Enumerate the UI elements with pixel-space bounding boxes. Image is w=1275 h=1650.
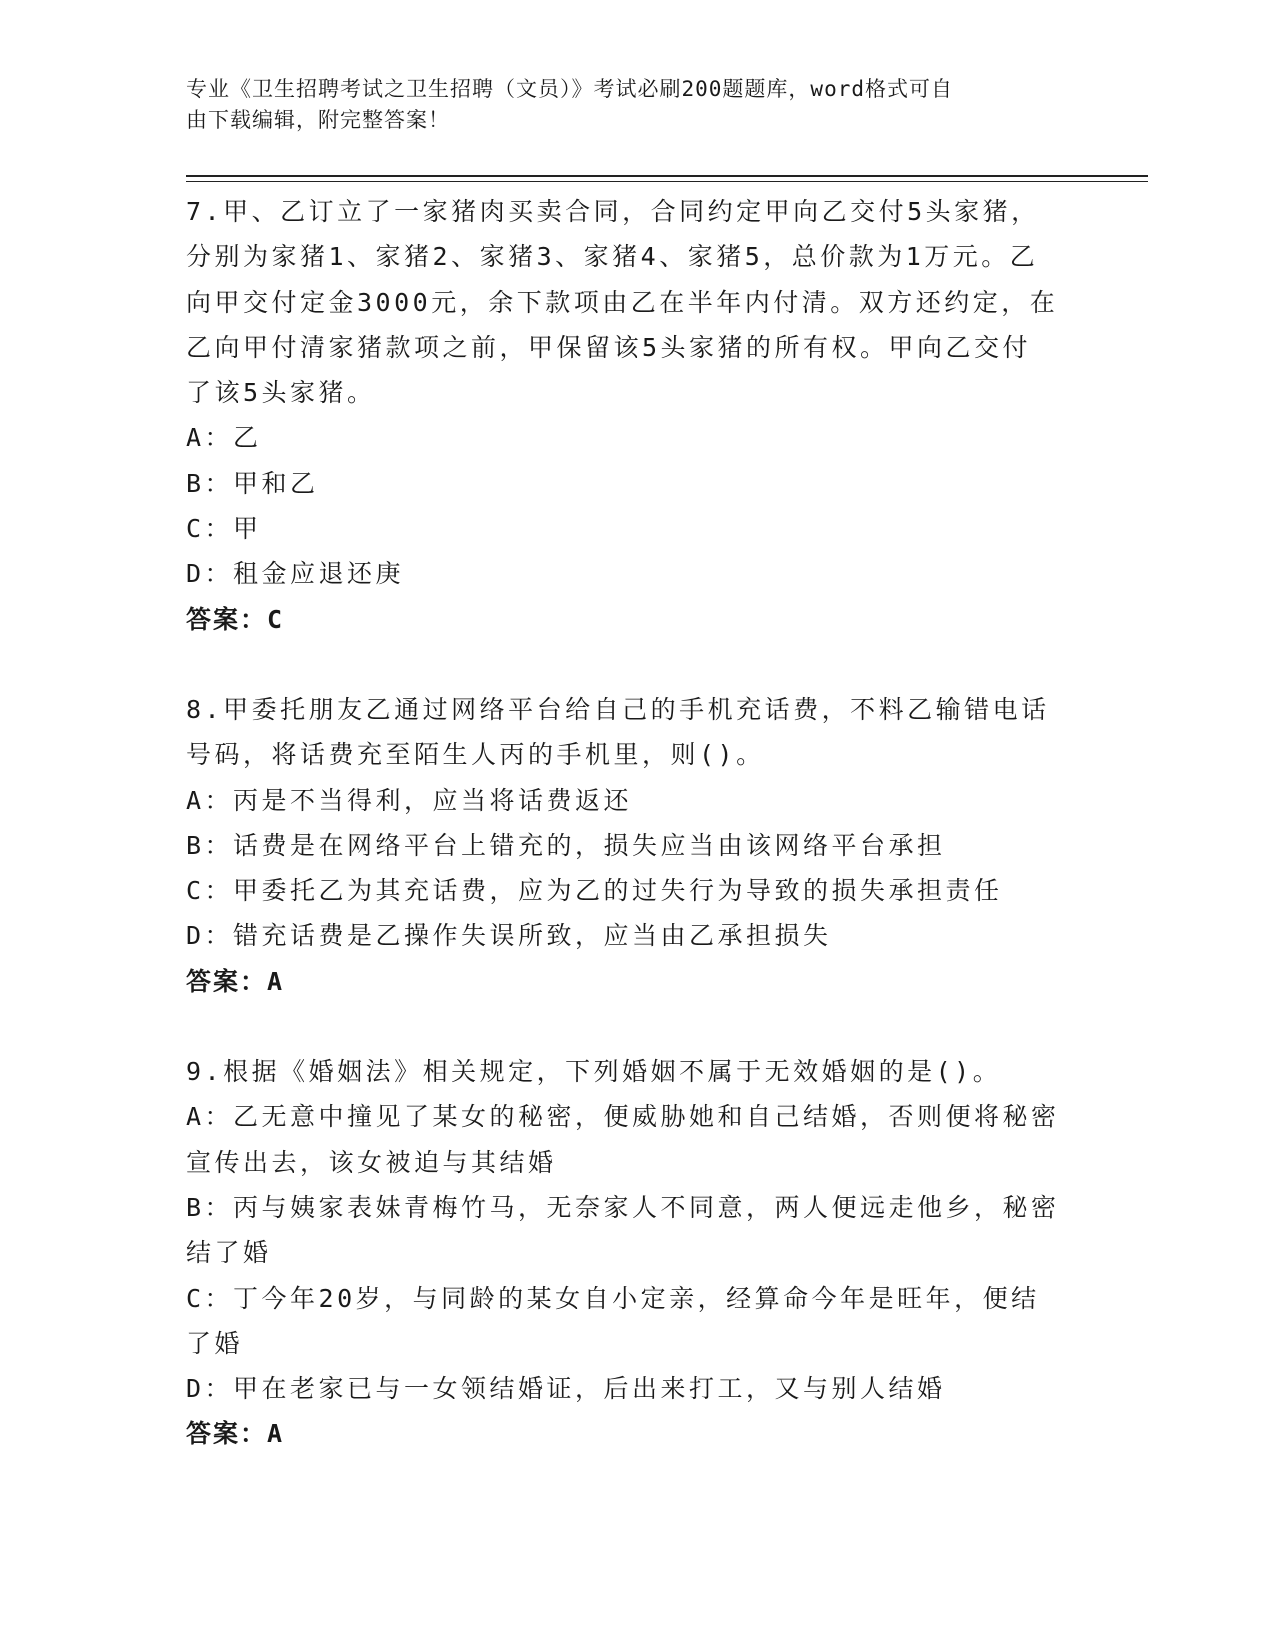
stem-line: 了该5头家猪。 bbox=[186, 378, 376, 408]
option-c bbox=[186, 1276, 1086, 1367]
question-stem bbox=[186, 189, 1086, 415]
answer-label: 答案：C bbox=[186, 604, 285, 634]
stem-line: 乙向甲付清家猪款项之前，甲保留该5头家猪的所有权。甲向乙交付 bbox=[186, 332, 1032, 362]
question-stem bbox=[186, 1049, 1086, 1094]
question-stem bbox=[186, 687, 1086, 778]
question-7 bbox=[186, 189, 1086, 642]
stem-line: 向甲交付定金3000元，余下款项由乙在半年内付清。双方还约定，在 bbox=[186, 287, 1059, 317]
option-a: A：丙是不当得利，应当将话费返还 bbox=[186, 785, 633, 815]
option-d: D：租金应退还庚 bbox=[186, 559, 405, 589]
header-divider-thick bbox=[186, 175, 1148, 177]
stem-line: 8.甲委托朋友乙通过网络平台给自己的手机充话费，不料乙输错电话 bbox=[186, 694, 1050, 724]
option-line: 结了婚 bbox=[186, 1238, 272, 1268]
header-line: 由下载编辑，附完整答案！ bbox=[186, 108, 450, 132]
option-a bbox=[186, 1094, 1086, 1185]
question-9 bbox=[186, 1049, 1086, 1457]
option-b: B：甲和乙 bbox=[186, 468, 319, 498]
question-8 bbox=[186, 687, 1086, 1004]
document-header bbox=[186, 74, 1066, 136]
option-d: D：错充话费是乙操作失误所致，应当由乙承担损失 bbox=[186, 921, 832, 951]
stem-line: 9.根据《婚姻法》相关规定，下列婚姻不属于无效婚姻的是()。 bbox=[186, 1057, 1002, 1087]
stem-line: 7.甲、乙订立了一家猪肉买卖合同，合同约定甲向乙交付5头家猪， bbox=[186, 197, 1040, 226]
answer-label: 答案：A bbox=[186, 966, 285, 996]
question-spacer bbox=[186, 1004, 1086, 1049]
option-line: B：丙与姨家表妹青梅竹马，无奈家人不同意，两人便远走他乡，秘密 bbox=[186, 1192, 1060, 1222]
option-b: B：话费是在网络平台上错充的，损失应当由该网络平台承担 bbox=[186, 830, 946, 860]
option-line: 宣传出去，该女被迫与其结婚 bbox=[186, 1147, 557, 1177]
header-line: 专业《卫生招聘考试之卫生招聘（文员）》考试必刷200题题库，word格式可自 bbox=[186, 77, 953, 101]
stem-line: 号码，将话费充至陌生人丙的手机里，则()。 bbox=[186, 740, 765, 770]
option-c: C：甲委托乙为其充话费，应为乙的过失行为导致的损失承担责任 bbox=[186, 876, 1003, 906]
option-d: D：甲在老家已与一女领结婚证，后出来打工，又与别人结婚 bbox=[186, 1374, 946, 1404]
stem-line: 分别为家猪1、家猪2、家猪3、家猪4、家猪5，总价款为1万元。乙 bbox=[186, 242, 1039, 272]
answer-label: 答案：A bbox=[186, 1419, 285, 1449]
option-c: C：甲 bbox=[186, 514, 262, 544]
question-spacer bbox=[186, 642, 1086, 687]
header-divider-thin bbox=[186, 181, 1148, 182]
option-a: A：乙 bbox=[186, 423, 262, 453]
question-list bbox=[186, 189, 1086, 1457]
option-line: A：乙无意中撞见了某女的秘密，便威胁她和自己结婚，否则便将秘密 bbox=[186, 1102, 1060, 1132]
option-line: C：丁今年20岁，与同龄的某女自小定亲，经算命今年是旺年，便结 bbox=[186, 1283, 1040, 1313]
option-b bbox=[186, 1185, 1086, 1276]
option-line: 了婚 bbox=[186, 1328, 244, 1358]
